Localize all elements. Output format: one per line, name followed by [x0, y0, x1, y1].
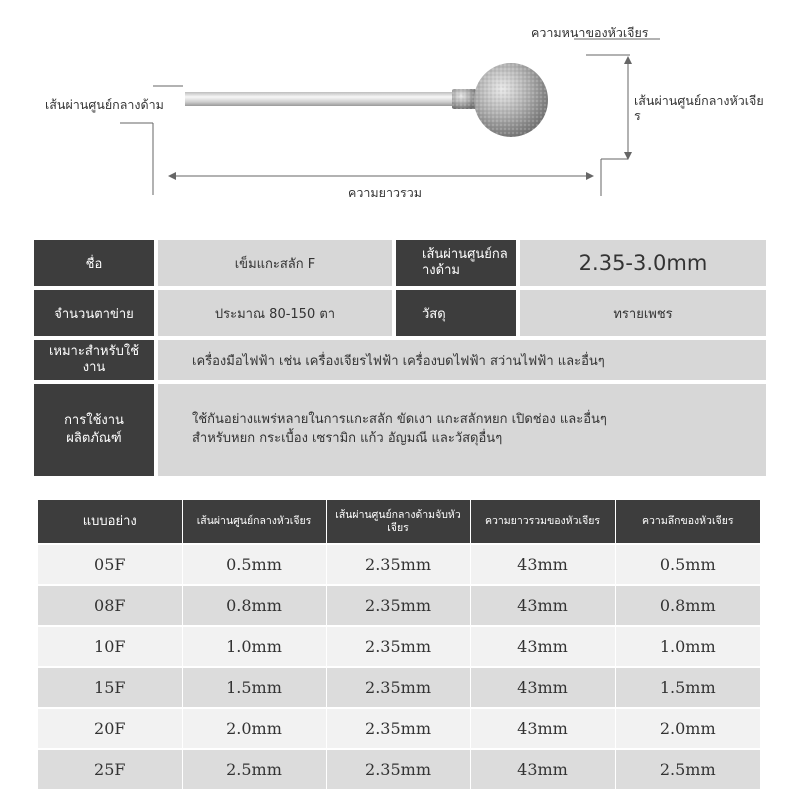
cell-head-depth: 1.0mm — [615, 626, 760, 667]
material-label: วัสดุ — [396, 290, 516, 336]
size-table — [38, 500, 760, 789]
cell-total-length: 43mm — [470, 667, 615, 708]
cell-model: 10F — [38, 626, 182, 667]
cell-shank-diameter: 2.35mm — [326, 585, 470, 626]
suitable-label: เหมาะสำหรับใช้งาน — [34, 340, 154, 380]
cell-head-depth: 2.5mm — [615, 749, 760, 789]
cell-model: 20F — [38, 708, 182, 749]
usage-line-1: ใช้กันอย่างแพร่หลายในการแกะสลัก ขัดเงา แกะสลักหยก เปิดช่อง และอื่นๆ — [192, 412, 607, 428]
table-row — [38, 626, 760, 667]
cell-total-length: 43mm — [470, 749, 615, 789]
cell-total-length: 43mm — [470, 626, 615, 667]
cell-total-length: 43mm — [470, 708, 615, 749]
header-total-length: ความยาวรวมของหัวเจียร — [470, 500, 615, 544]
head-diameter-label-line2: ร — [634, 108, 641, 123]
table-row — [38, 585, 760, 626]
cell-total-length: 43mm — [470, 585, 615, 626]
cell-head-diameter: 1.0mm — [182, 626, 326, 667]
cell-total-length: 43mm — [470, 544, 615, 585]
spec-block — [34, 240, 766, 476]
shank-diameter-spec-text: เส้นผ่านศูนย์กลางด้าม — [422, 247, 508, 278]
cell-head-diameter: 0.5mm — [182, 544, 326, 585]
suitable-value: เครื่องมือไฟฟ้า เช่น เครื่องเจียรไฟฟ้า เครื่องบดไฟฟ้า สว่านไฟฟ้า และอื่นๆ — [158, 340, 766, 380]
shank-diameter-spec-label — [396, 240, 516, 286]
cell-head-diameter: 1.5mm — [182, 667, 326, 708]
cell-head-diameter: 0.8mm — [182, 585, 326, 626]
cell-shank-diameter: 2.35mm — [326, 626, 470, 667]
cell-shank-diameter: 2.35mm — [326, 708, 470, 749]
cell-shank-diameter: 2.35mm — [326, 544, 470, 585]
usage-label: การใช้งานผลิตภัณฑ์ — [34, 384, 154, 476]
table-row — [38, 667, 760, 708]
quantity-value: ประมาณ 80-150 ตา — [158, 290, 392, 336]
material-value: ทรายเพชร — [520, 290, 766, 336]
cell-model: 25F — [38, 749, 182, 789]
cell-model: 05F — [38, 544, 182, 585]
cell-shank-diameter: 2.35mm — [326, 749, 470, 789]
cell-model: 15F — [38, 667, 182, 708]
shank-diameter-spec-value: 2.35-3.0mm — [520, 240, 766, 286]
name-label: ชื่อ — [34, 240, 154, 286]
quantity-label: จำนวนตาข่าย — [34, 290, 154, 336]
cell-head-depth: 2.0mm — [615, 708, 760, 749]
cell-model: 08F — [38, 585, 182, 626]
header-model: แบบอย่าง — [38, 500, 182, 544]
cell-head-depth: 0.5mm — [615, 544, 760, 585]
shank — [185, 92, 455, 106]
table-row — [38, 708, 760, 749]
header-head-diameter: เส้นผ่านศูนย์กลางหัวเจียร — [182, 500, 326, 544]
head-diameter-label-line1: เส้นผ่านศูนย์กลางหัวเจีย — [634, 93, 764, 108]
cell-head-diameter: 2.5mm — [182, 749, 326, 789]
table-header-row — [38, 500, 760, 544]
shank-diameter-label: เส้นผ่านศูนย์กลางด้าม — [45, 97, 164, 112]
usage-value — [158, 384, 766, 476]
header-head-depth: ความลึกของหัวเจียร — [615, 500, 760, 544]
total-length-label: ความยาวรวม — [348, 185, 422, 200]
table-row — [38, 544, 760, 585]
usage-line-2: สำหรับหยก กระเบื้อง เซรามิก แก้ว อัญมณี และวัสดุอื่นๆ — [192, 431, 503, 446]
name-value: เข็มแกะสลัก F — [158, 240, 392, 286]
cell-head-diameter: 2.0mm — [182, 708, 326, 749]
cell-head-depth: 1.5mm — [615, 667, 760, 708]
table-row — [38, 749, 760, 789]
cell-head-depth: 0.8mm — [615, 585, 760, 626]
header-shank-diameter: เส้นผ่านศูนย์กลางด้ามจับหัวเจียร — [326, 500, 470, 544]
cell-shank-diameter: 2.35mm — [326, 667, 470, 708]
head-thickness-label: ความหนาของหัวเจียร — [531, 25, 649, 40]
